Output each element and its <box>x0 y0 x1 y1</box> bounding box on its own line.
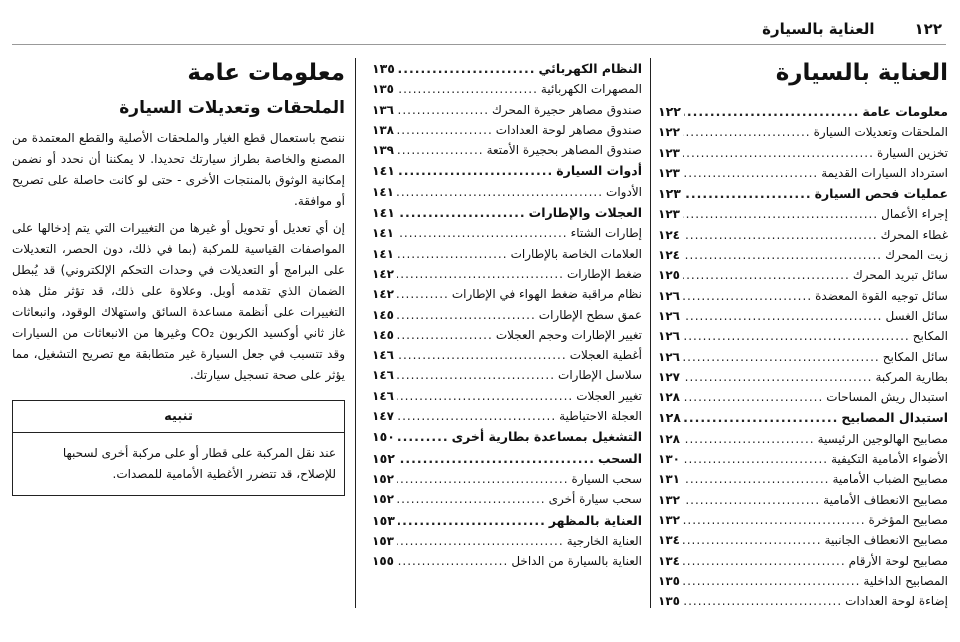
toc-entry-title: إضاءة لوحة العدادات <box>845 594 948 609</box>
toc-leader-dots <box>684 102 859 122</box>
toc-entry[interactable] <box>372 140 642 160</box>
toc-leader-dots <box>397 140 484 160</box>
toc-entry[interactable] <box>658 163 948 183</box>
toc-leader-dots <box>683 347 880 367</box>
toc-entry-title: سائل تبريد المحرك <box>852 268 948 283</box>
toc-page-number: ١٣٤ <box>658 553 680 568</box>
toc-entry-title: بطارية المركبة <box>875 369 948 384</box>
toc-leader-dots <box>397 345 567 365</box>
toc-leader-dots <box>683 469 829 489</box>
toc-page-number: ١٣٢ <box>658 492 680 507</box>
toc-page-number: ١٤٦ <box>372 388 394 403</box>
toc-leader-dots <box>683 591 842 611</box>
toc-page-number: ١٢٣ <box>658 165 680 180</box>
toc-entry-title: الملحقات وتعديلات السيارة <box>813 125 948 140</box>
toc-leader-dots <box>683 367 872 387</box>
toc-entry-title: العجلة الاحتياطية <box>559 409 642 424</box>
toc-leader-dots <box>684 408 838 428</box>
toc-page-number: ١٣٥ <box>372 82 394 97</box>
toc-page-number: ١٢٣ <box>658 207 680 222</box>
toc-entry[interactable] <box>372 531 642 551</box>
toc-page-number: ١٢٨ <box>658 410 681 426</box>
toc-entry-title: المكابح <box>912 329 948 344</box>
toc-entry[interactable] <box>658 306 948 326</box>
toc-entry[interactable] <box>658 245 948 265</box>
toc-entry[interactable] <box>658 510 948 530</box>
toc-entry-title: مصابيح الهالوجين الرئيسية <box>817 431 948 446</box>
toc-leader-dots <box>397 284 449 304</box>
toc-entry[interactable] <box>372 120 642 140</box>
toc-entry[interactable] <box>658 347 948 367</box>
toc-leader-dots <box>683 163 818 183</box>
toc-entry[interactable] <box>658 387 948 407</box>
toc-leader-dots <box>683 245 882 265</box>
toc-page-number: ١٣٥ <box>658 594 680 609</box>
toc-entry[interactable] <box>658 449 948 469</box>
toc-leader-dots <box>397 469 569 489</box>
toc-entry[interactable] <box>658 551 948 571</box>
toc-leader-dots <box>397 120 493 140</box>
toc-leader-dots <box>397 551 508 571</box>
toc-entry[interactable] <box>372 469 642 489</box>
toc-entry[interactable] <box>658 122 948 142</box>
toc-leader-dots <box>683 490 820 510</box>
toc-leader-dots <box>398 203 526 223</box>
toc-page-number: ١٣٤ <box>658 533 680 548</box>
toc-leader-dots <box>397 325 493 345</box>
toc-entry[interactable] <box>372 264 642 284</box>
chapter-title: العناية بالسيارة <box>775 60 948 86</box>
toc-page-number: ١٥٥ <box>372 554 394 569</box>
toc-page-number: ١٢٨ <box>658 431 680 446</box>
toc-entry-title: النظام الكهربائي <box>538 61 642 76</box>
toc-page-number: ١٣٦ <box>372 102 394 117</box>
toc-entry-title: غطاء المحرك <box>880 227 948 242</box>
toc-entry-title: مصابيح لوحة الأرقام <box>848 553 948 568</box>
toc-leader-dots <box>684 184 812 204</box>
toc-entry-title: صندوق المصاهر بحجيرة الأمتعة <box>486 143 642 158</box>
toc-entry[interactable] <box>372 79 642 99</box>
toc-entry-title: تغيير العجلات <box>576 388 642 403</box>
toc-page-number: ١٢٤ <box>658 227 680 242</box>
toc-page-number: ١٤٦ <box>372 368 394 383</box>
column-divider <box>355 58 356 608</box>
toc-page-number: ١٤١ <box>372 184 394 199</box>
content-column <box>12 58 345 496</box>
toc-page-number: ١٥٢ <box>372 471 394 486</box>
toc-page-number: ١٢٣ <box>658 186 681 202</box>
toc-entry-title: استرداد السيارات القديمة <box>821 165 948 180</box>
toc-entry[interactable] <box>372 203 642 223</box>
toc-leader-dots <box>397 406 556 426</box>
toc-leader-dots <box>397 182 603 202</box>
toc-entry[interactable] <box>372 365 642 385</box>
toc-entry[interactable] <box>658 571 948 591</box>
paragraph: إن أي تعديل أو تحويل أو غيرها من التغييرات التي يتم إدخالها على المواصفات القياسية للمركبة (بما في ذلك، دون الحصر، التعديلات على البرامج أو التعديلات في وحدات التحكم الإلكتروني) قد يُبطل الضمان الذي تقدمه أوبل. وعلاوة على ذلك، قد تؤثر مثل هذه التغييرات على أنظمة مساعدة السائق واستهلاك الوقود، وانبعاثات غاز ثاني أوكسيد الكربون CO₂ وغيرها من الانبعاثات من السيارات وقد تتسبب في جعل السيارة غير متطابقة مع تصريح التشغيل، مما يؤثر على صحة تسجيل سيارتك. <box>12 221 345 382</box>
toc-entry[interactable] <box>658 408 948 428</box>
toc-entry[interactable] <box>372 223 642 243</box>
toc-entry-title: العناية بالسيارة من الداخل <box>511 554 642 569</box>
toc-leader-dots <box>683 286 812 306</box>
running-title: العناية بالسيارة <box>762 20 875 38</box>
toc-page-number: ١٤٥ <box>372 307 394 322</box>
page-header <box>12 14 946 45</box>
toc-page-number: ١٢٦ <box>658 349 680 364</box>
caution-box <box>12 400 345 496</box>
toc-entry[interactable] <box>372 161 642 181</box>
caution-title: تنبيه <box>13 401 344 433</box>
toc-entry[interactable] <box>658 204 948 224</box>
toc-page-number: ١٥٣ <box>372 533 394 548</box>
toc-page-number: ١٣٢ <box>658 512 680 527</box>
toc-leader-dots <box>398 427 449 447</box>
caution-text: عند نقل المركبة على قطار أو على مركبة أخرى لسحبها للإصلاح، قد تتضرر الأغطية الأمامية للمصدات. <box>62 446 336 481</box>
toc-entry[interactable] <box>658 429 948 449</box>
toc-leader-dots <box>683 387 823 407</box>
toc-entry-title: سائل الغسل <box>885 308 948 323</box>
toc-entry[interactable] <box>658 469 948 489</box>
toc-entry[interactable] <box>658 530 948 550</box>
toc-leader-dots <box>397 264 564 284</box>
toc-entry-title: الأضواء الأمامية التكيفية <box>831 452 948 467</box>
toc-leader-dots <box>397 100 489 120</box>
toc-entry-title: مصابيح المؤخرة <box>868 512 948 527</box>
toc-entry-title: السحب <box>598 450 642 466</box>
toc-entry[interactable] <box>658 326 948 346</box>
toc-entry-title: سحب سيارة أخرى <box>548 492 642 507</box>
toc-entry-title: المصهرات الكهربائية <box>540 82 642 97</box>
toc-leader-dots <box>683 204 878 224</box>
page-number: ١٢٢ <box>914 20 942 38</box>
toc-entry[interactable] <box>372 244 642 264</box>
toc-page-number: ١٢٧ <box>658 369 680 384</box>
toc-leader-dots <box>397 244 508 264</box>
toc-entry-title: استبدال المصابيح <box>841 410 948 426</box>
toc-page-number: ١٥٣ <box>372 512 395 528</box>
toc-entry[interactable] <box>372 100 642 120</box>
toc-page-number: ١٤٢ <box>372 266 394 281</box>
toc-entry-title: المصابيح الداخلية <box>863 573 948 588</box>
toc-entry[interactable] <box>372 345 642 365</box>
toc-column-middle <box>372 58 642 571</box>
toc-page-number: ١٥٢ <box>372 450 395 466</box>
toc-entry-title: استبدال ريش المساحات <box>826 390 948 405</box>
toc-page-number: ١٣٥ <box>372 61 395 76</box>
toc-entry-title: مصابيح الانعطاف الأمامية <box>823 492 948 507</box>
toc-entry[interactable] <box>372 427 642 447</box>
toc-entry[interactable] <box>372 551 642 571</box>
toc-entry-title: صندوق مصاهر لوحة العدادات <box>495 122 642 137</box>
toc-leader-dots <box>683 265 850 285</box>
toc-entry-title: سائل توجيه القوة المعضدة <box>815 288 948 303</box>
toc-entry-title: تخزين السيارة <box>876 145 948 160</box>
toc-leader-dots <box>398 449 595 469</box>
toc-leader-dots <box>683 143 874 163</box>
toc-leader-dots <box>397 305 536 325</box>
toc-entry-title: مصابيح الانعطاف الجانبية <box>824 533 948 548</box>
toc-page-number: ١٢٤ <box>658 248 680 263</box>
toc-page-number: ١٢٣ <box>658 145 680 160</box>
toc-entry-title: العناية بالمظهر <box>548 512 642 528</box>
toc-entry[interactable] <box>372 511 642 531</box>
toc-leader-dots <box>398 161 553 181</box>
toc-entry-title: زيت المحرك <box>885 248 948 263</box>
toc-page-number: ١٢٨ <box>658 390 680 405</box>
toc-entry-title: التشغيل بمساعدة بطارية أخرى <box>451 429 642 445</box>
toc-entry-title: عمليات فحص السيارة <box>814 186 948 202</box>
toc-leader-dots <box>683 530 822 550</box>
toc-leader-dots <box>683 571 860 591</box>
toc-entry[interactable] <box>658 367 948 387</box>
toc-leader-dots <box>397 531 564 551</box>
toc-page-number: ١٤١ <box>372 205 395 221</box>
toc-entry[interactable] <box>658 184 948 204</box>
toc-leader-dots <box>683 449 828 469</box>
toc-entry-title: إجراء الأعمال <box>881 207 948 222</box>
column-divider <box>650 58 651 608</box>
toc-entry-title: إطارات الشتاء <box>570 226 642 241</box>
toc-entry-title: العناية الخارجية <box>566 533 642 548</box>
toc-entry[interactable] <box>658 286 948 306</box>
toc-leader-dots <box>683 510 866 530</box>
toc-page-number: ١٣٥ <box>658 573 680 588</box>
toc-entry[interactable] <box>372 449 642 469</box>
toc-leader-dots <box>683 429 815 449</box>
toc-page-number: ١٤٧ <box>372 409 394 424</box>
toc-entry[interactable] <box>372 305 642 325</box>
toc-entry-title: أغطية العجلات <box>569 348 642 363</box>
toc-page-number: ١٣٠ <box>658 452 680 467</box>
toc-entry[interactable] <box>372 59 642 79</box>
toc-entry[interactable] <box>372 182 642 202</box>
toc-page-number: ١٥٢ <box>372 492 394 507</box>
toc-entry-title: نظام مراقبة ضغط الهواء في الإطارات <box>451 287 642 302</box>
toc-page-number: ١٢٦ <box>658 288 680 303</box>
toc-entry[interactable] <box>658 143 948 163</box>
toc-entry-title: ضغط الإطارات <box>567 266 642 281</box>
toc-entry[interactable] <box>372 489 642 509</box>
toc-page-number: ١٢٦ <box>658 329 680 344</box>
toc-entry[interactable] <box>372 386 642 406</box>
toc-page-number: ١٢٢ <box>658 104 681 119</box>
toc-page-number: ١٢٥ <box>658 268 680 283</box>
toc-leader-dots <box>683 122 811 142</box>
toc-entry-title: سلاسل الإطارات <box>558 368 642 383</box>
toc-page-number: ١٥٠ <box>372 429 395 445</box>
toc-leader-dots <box>683 326 910 346</box>
toc-page-number: ١٢٢ <box>658 125 680 140</box>
toc-leader-dots <box>397 365 555 385</box>
toc-page-number: ١٤٥ <box>372 327 394 342</box>
toc-entry[interactable] <box>372 406 642 426</box>
toc-entry[interactable] <box>658 265 948 285</box>
toc-page-number: ١٤١ <box>372 163 395 179</box>
toc-page-number: ١٤١ <box>372 226 394 241</box>
toc-page-number: ١٣٨ <box>372 122 394 137</box>
toc-entry-title: تغيير الإطارات وحجم العجلات <box>495 327 642 342</box>
toc-entry-title: العجلات والإطارات <box>528 205 642 221</box>
toc-entry-title: الأدوات <box>606 184 642 199</box>
paragraph: ننصح باستعمال قطع الغيار والملحقات الأصلية والقطع المعتمدة من المصنع والخاصة بطراز سيارتك تحديدا. لا يمكننا أن نحدد أو نضمن إمكانية الوثوق بالمنتجات الأخرى - حتى لو كانت حاصلة على تصريح أو موافقة. <box>12 131 345 208</box>
toc-list <box>372 59 642 571</box>
toc-page-number: ١٤١ <box>372 246 394 261</box>
toc-leader-dots <box>683 551 846 571</box>
toc-entry[interactable] <box>658 225 948 245</box>
toc-leader-dots <box>397 386 573 406</box>
toc-entry[interactable] <box>372 284 642 304</box>
toc-leader-dots <box>398 59 536 79</box>
toc-leader-dots <box>397 489 546 509</box>
toc-page-number: ١٤٦ <box>372 348 394 363</box>
toc-leader-dots <box>397 223 568 243</box>
toc-page-number: ١٣٩ <box>372 143 394 158</box>
toc-leader-dots <box>398 511 546 531</box>
toc-page-number: ١٤٢ <box>372 287 394 302</box>
subsection-heading: الملحقات وتعديلات السيارة <box>119 98 345 118</box>
section-heading: معلومات عامة <box>187 60 345 86</box>
toc-list <box>658 102 948 611</box>
toc-entry-title: أدوات السيارة <box>556 163 642 179</box>
toc-entry-title: عمق سطح الإطارات <box>538 307 642 322</box>
toc-entry-title: معلومات عامة <box>862 104 948 119</box>
toc-leader-dots <box>397 79 538 99</box>
toc-column-right <box>658 58 948 611</box>
toc-entry[interactable] <box>372 325 642 345</box>
toc-entry[interactable] <box>658 102 948 122</box>
toc-leader-dots <box>683 306 882 326</box>
toc-entry-title: صندوق مصاهر حجيرة المحرك <box>492 102 642 117</box>
toc-leader-dots <box>683 225 878 245</box>
toc-entry-title: سحب السيارة <box>571 471 642 486</box>
toc-entry-title: سائل المكابح <box>882 349 948 364</box>
toc-page-number: ١٣١ <box>658 472 680 487</box>
toc-entry-title: مصابيح الضباب الأمامية <box>832 472 948 487</box>
toc-entry[interactable] <box>658 591 948 611</box>
toc-entry-title: العلامات الخاصة بالإطارات <box>510 246 642 261</box>
toc-page-number: ١٢٦ <box>658 308 680 323</box>
toc-entry[interactable] <box>658 490 948 510</box>
